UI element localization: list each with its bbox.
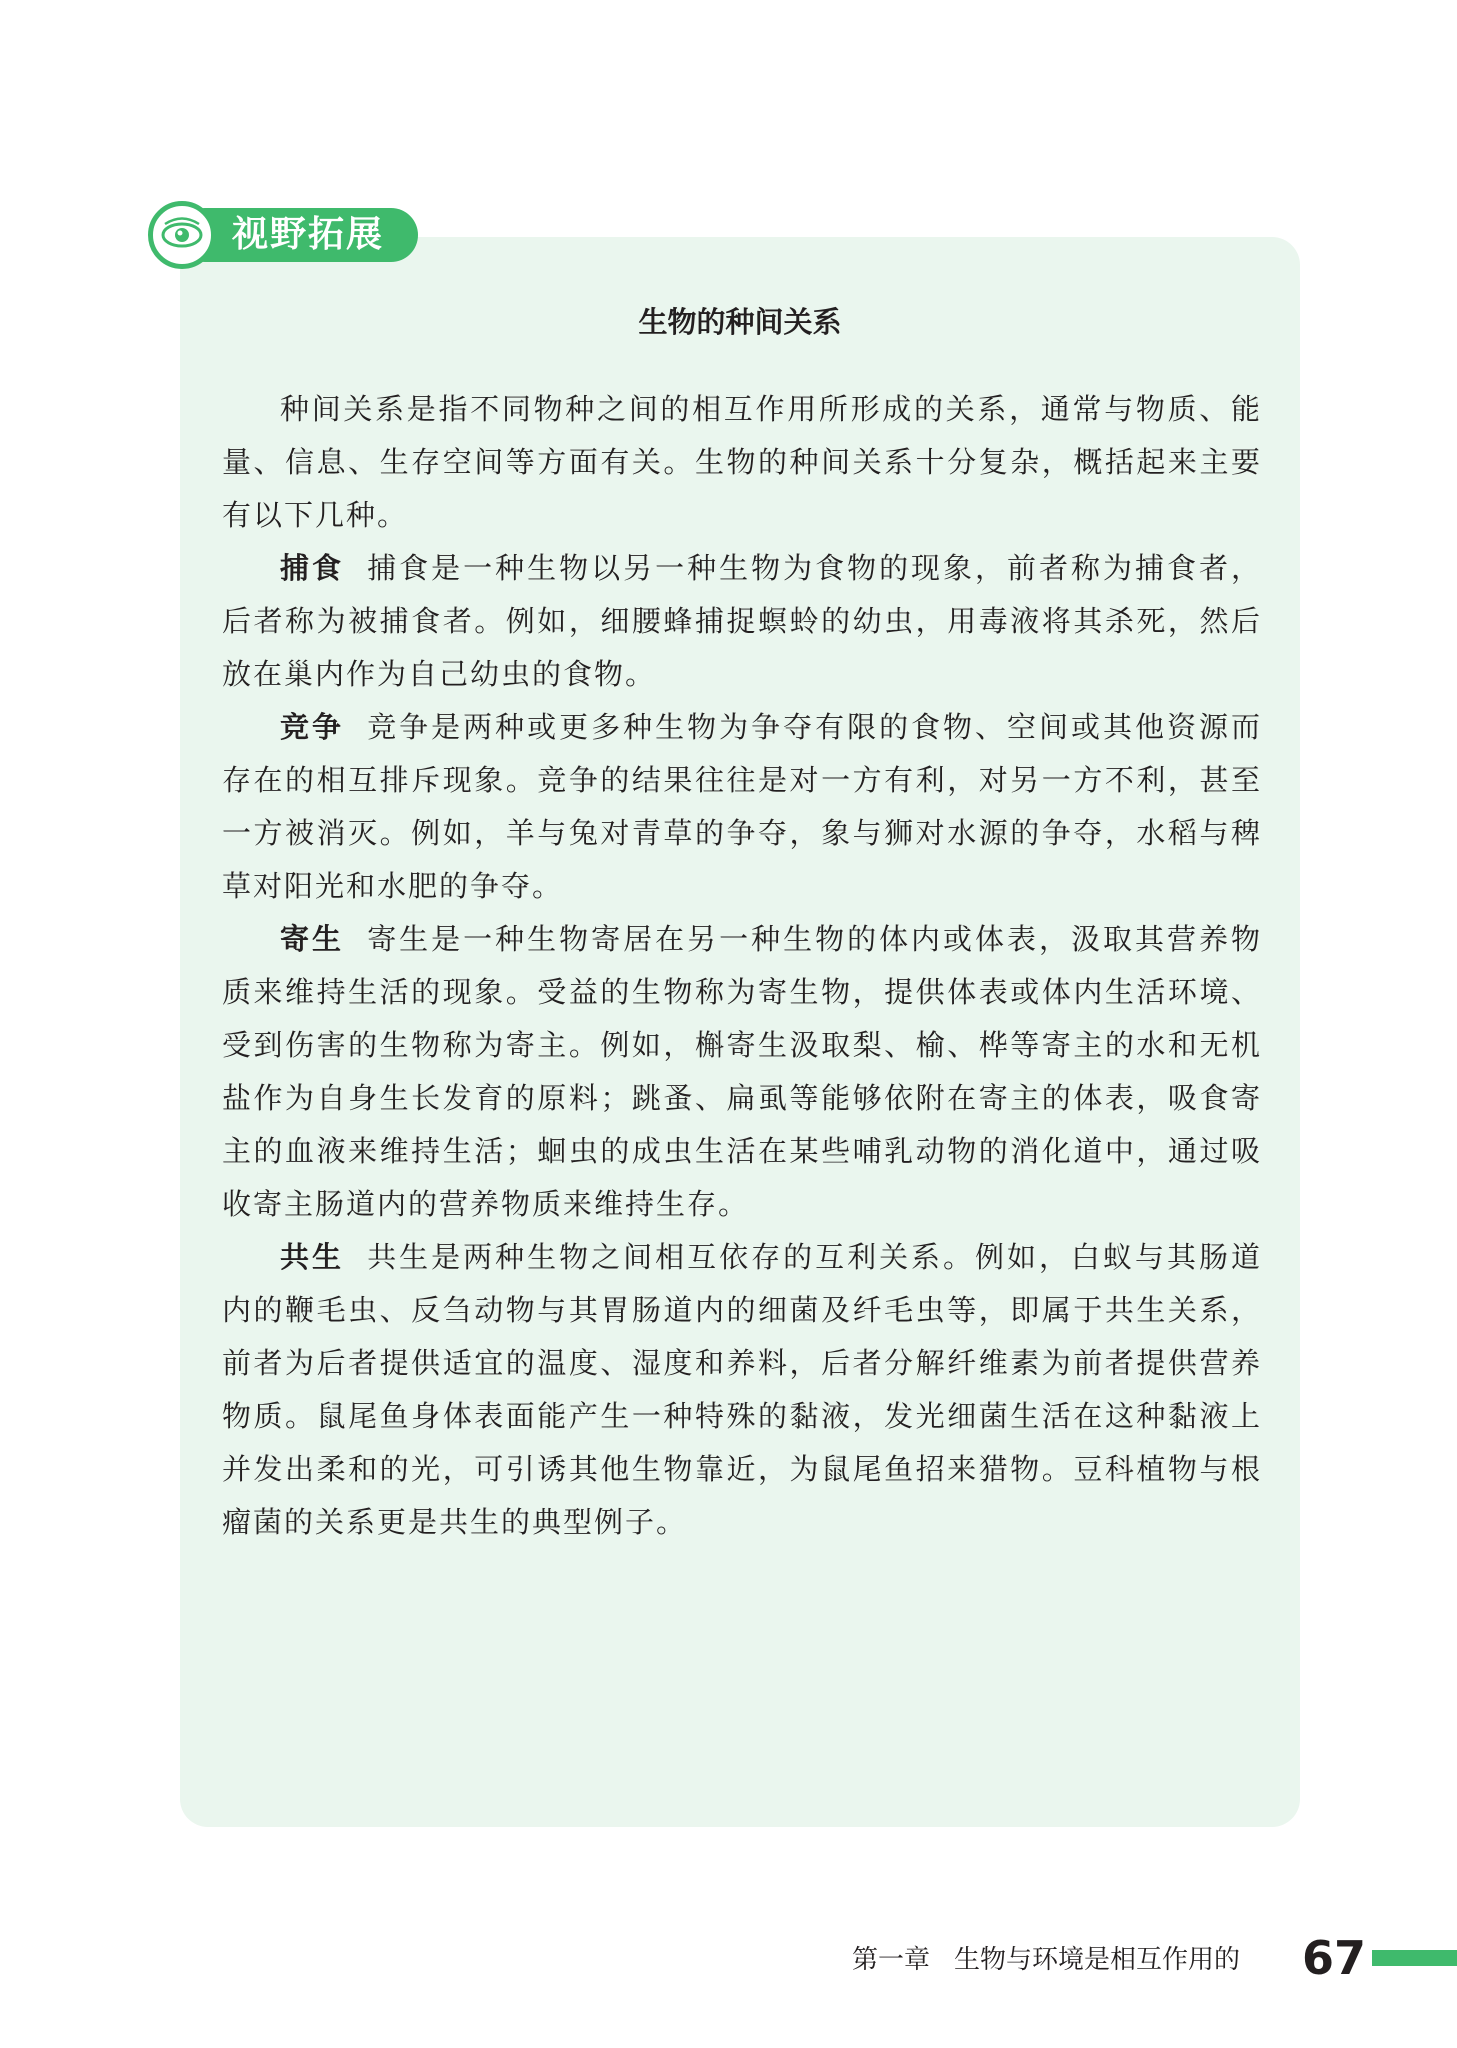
page-number: 67: [1302, 1931, 1367, 1985]
article-body: [222, 383, 1262, 1549]
chapter-title: 生物与环境是相互作用的: [954, 1945, 1241, 1975]
badge-circle: [148, 201, 216, 269]
section-paragraph: [222, 701, 1262, 913]
running-footer: [852, 1940, 1240, 1980]
section-paragraph: [222, 542, 1262, 701]
intro-paragraph: 种间关系是指不同物种之间的相互作用所形成的关系，通常与物质、能量、信息、生存空间等方面有关。生物的种间关系十分复杂，概括起来主要有以下几种。: [222, 392, 1262, 532]
article-title: 生物的种间关系: [638, 305, 842, 339]
section-term: 捕食: [280, 551, 344, 585]
eye-icon: [157, 210, 207, 260]
footer-accent-bar: [1372, 1950, 1457, 1966]
badge-label: 视野拓展: [232, 214, 385, 255]
section-badge: [148, 196, 420, 274]
section-text: 竞争是两种或更多种生物为争夺有限的食物、空间或其他资源而存在的相互排斥现象。竞争的结果往往是对一方有利，对另一方不利，甚至一方被消灭。例如，羊与兔对青草的争夺，象与狮对水源的争夺，水稻与稗草对阳光和水肥的争夺。: [222, 710, 1262, 903]
section-paragraph: [222, 913, 1262, 1231]
chapter-label: 第一章: [852, 1945, 931, 1975]
section-text: 共生是两种生物之间相互依存的互利关系。例如，白蚁与其肠道内的鞭毛虫、反刍动物与其胃肠道内的细菌及纤毛虫等，即属于共生关系，前者为后者提供适宜的温度、湿度和养料，后者分解纤维素为前者提供营养物质。鼠尾鱼身体表面能产生一种特殊的黏液，发光细菌生活在这种黏液上并发出柔和的光，可引诱其他生物靠近，为鼠尾鱼招来猎物。豆科植物与根瘤菌的关系更是共生的典型例子。: [222, 1240, 1262, 1539]
section-term: 寄生: [280, 922, 344, 956]
section-term: 共生: [280, 1240, 344, 1274]
section-term: 竞争: [280, 710, 344, 744]
section-paragraph: [222, 1231, 1262, 1549]
section-text: 捕食是一种生物以另一种生物为食物的现象，前者称为捕食者，后者称为被捕食者。例如，细腰蜂捕捉螟蛉的幼虫，用毒液将其杀死，然后放在巢内作为自己幼虫的食物。: [222, 551, 1262, 691]
section-text: 寄生是一种生物寄居在另一种生物的体内或体表，汲取其营养物质来维持生活的现象。受益的生物称为寄生物，提供体表或体内生活环境、受到伤害的生物称为寄主。例如，槲寄生汲取梨、榆、桦等寄主的水和无机盐作为自身生长发育的原料；跳蚤、扁虱等能够依附在寄主的体表，吸食寄主的血液来维持生活；蛔虫的成虫生活在某些哺乳动物的消化道中，通过吸收寄主肠道内的营养物质来维持生存。: [222, 922, 1262, 1221]
